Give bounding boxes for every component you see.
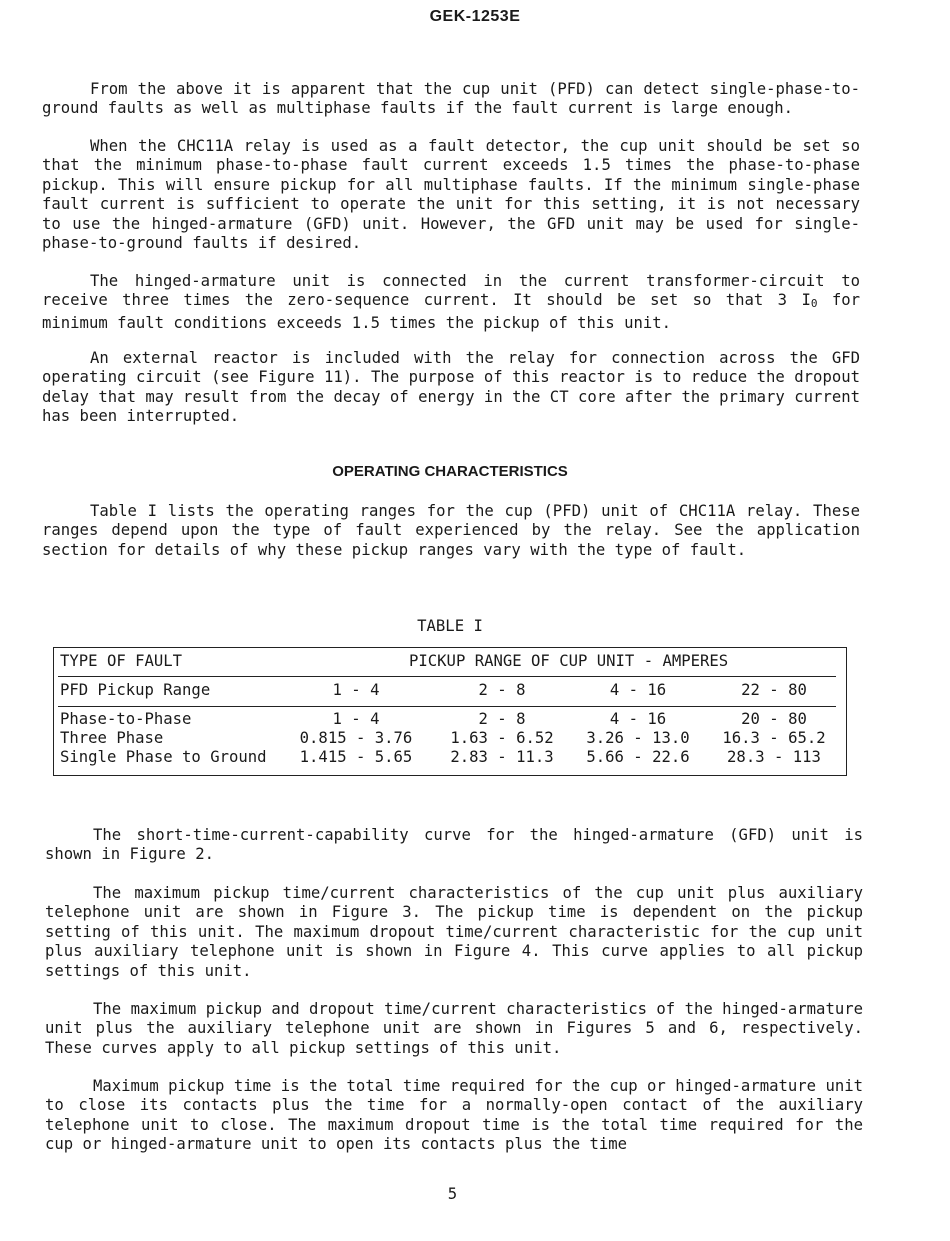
table-cell: 2.83 - 11.3 [450,748,554,766]
table-cell: 4 - 16 [609,710,667,728]
paragraph-external-reactor [42,349,860,427]
paragraph-max-pickup-hinged [45,1000,863,1058]
paragraph-text: The maximum pickup and dropout time/current characteristics of the hinged-armature unit plus the auxiliary telephone unit are shown in Figures 5 and 6, respectively. These curves apply to all pickup settings of this unit. [45,1000,863,1057]
paragraph-text: From the above it is apparent that the cup unit (PFD) can detect single-phase-to-ground faults as well as multiphase faults if the fault current is large enough. [42,80,860,118]
table-cell: 1 - 4 [332,681,380,699]
paragraph-text: The hinged-armature unit is connected in the current transformer-circuit to receive three times the zero-sequence current. It should be set so that 3 I [42,272,860,310]
paragraph-text: When the CHC11A relay is used as a fault detector, the cup unit should be set so that the minimum phase-to-phase fault current exceeds 1.5 times the phase-to-phase pickup. This will ensure pickup for all multiphase faults. If the minimum single-phase fault current is sufficient to operate the unit for this setting, it is not necessary to use the hinged-armature (GFD) unit. However, the GFD unit may be used for single-phase-to-ground faults if desired. [42,137,860,253]
paragraph-text: Maximum pickup time is the total time required for the cup or hinged-armature unit to close its contacts plus the time for a normally-open contact of the auxiliary telephone unit to close. The maximum dropout time is the total time required for the cup or hinged-armature unit to open its contacts plus the time [45,1077,863,1154]
page-number: 5 [447,1185,458,1203]
paragraph-pickup-definition [45,1077,863,1155]
table-cell: 28.3 - 113 [727,748,821,766]
table-header-pickup-range: PICKUP RANGE OF CUP UNIT - AMPERES [409,652,729,670]
table-cell: 3.26 - 13.0 [586,729,690,747]
table-cell: 5.66 - 22.6 [586,748,690,766]
table-cell: 16.3 - 65.2 [722,729,826,747]
paragraph-fault-detector [42,137,860,253]
table-cell: 1.63 - 6.52 [450,729,554,747]
paragraph-text: for minimum fault conditions exceeds 1.5 times the pickup of this unit. [42,291,860,332]
table-cell: 20 - 80 [741,710,807,728]
paragraph-max-pickup-cup [45,884,863,981]
pickup-range-table [53,647,847,776]
table-cell: 22 - 80 [741,681,807,699]
table-header-type-of-fault: TYPE OF FAULT [60,652,183,670]
document-id: GEK-1253E [429,8,521,25]
subscript: 0 [810,297,818,311]
paragraph-text: The maximum pickup time/current characteristics of the cup unit plus auxiliary telephone unit are shown in Figure 3. The pickup time is dependent on the pickup setting of this unit. The maximum dropout time/current characteristic for the cup unit plus auxiliary telephone unit is shown in Figure 4. This curve applies to all pickup settings of this unit. [45,884,863,980]
paragraph-text: An external reactor is included with the relay for connection across the GFD operating circuit (see Figure 11). The purpose of this reactor is to reduce the dropout delay that may result from the decay of energy in the CT core after the primary current has been interrupted. [42,349,860,426]
paragraph-hinged-armature [42,272,860,333]
paragraph-text: The short-time-current-capability curve for the hinged-armature (GFD) unit is shown in Figure 2. [45,826,863,864]
table-row-label: Single Phase to Ground [60,748,267,766]
paragraph-table-intro [42,502,860,560]
table-cell: 1.415 - 5.65 [299,748,413,766]
section-heading: OPERATING CHARACTERISTICS [332,463,568,480]
table-cell: 0.815 - 3.76 [299,729,413,747]
paragraph-cup-unit-detect [42,80,860,119]
table-cell: 4 - 16 [609,681,667,699]
table-cell: 1 - 4 [332,710,380,728]
table-rule [58,706,836,707]
table-row-label: Phase-to-Phase [60,710,192,728]
table-title: TABLE I [417,617,483,635]
table-row-label: PFD Pickup Range [60,681,211,699]
table-cell: 2 - 8 [478,710,526,728]
paragraph-short-time-current [45,826,863,865]
table-rule [58,676,836,677]
paragraph-text: Table I lists the operating ranges for the cup (PFD) unit of CHC11A relay. These ranges depend upon the type of fault experienced by the relay. See the application section for details of why these pickup ranges vary with the type of fault. [42,502,860,559]
table-cell: 2 - 8 [478,681,526,699]
table-row-label: Three Phase [60,729,164,747]
